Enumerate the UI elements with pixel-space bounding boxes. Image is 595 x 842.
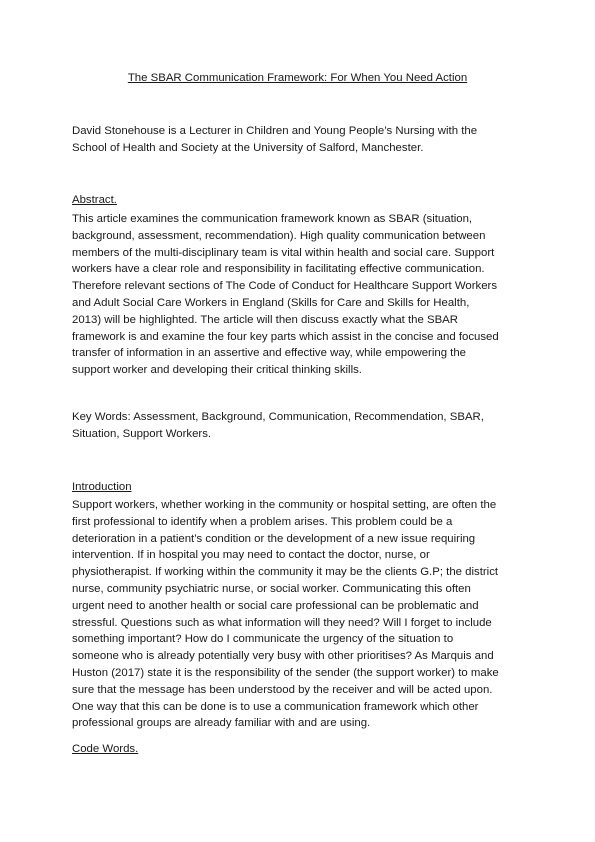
- keywords: [72, 409, 527, 443]
- introduction-line: professional groups are already familiar with and are using.: [72, 717, 371, 730]
- introduction-body: [72, 497, 527, 732]
- introduction-line: physiotherapist. If working within the community it may be the clients G.P; the district: [72, 566, 499, 579]
- abstract-line: 2013) will be highlighted. The article will then discuss exactly what the SBAR: [72, 313, 459, 326]
- keywords-line: Key Words: Assessment, Background, Communication, Recommendation, SBAR,: [72, 411, 484, 423]
- document-title: The SBAR Communication Framework: For When You Need Action: [127, 72, 468, 84]
- code-words-heading: Code Words.: [72, 743, 139, 755]
- author-line: David Stonehouse is a Lecturer in Children and Young People’s Nursing with the: [72, 125, 478, 137]
- introduction-line: nurse, community psychiatric nurse, or social worker. Communicating this often: [72, 582, 471, 595]
- introduction-line: something important? How do I communicate the urgency of the situation to: [72, 633, 454, 646]
- abstract-body: [72, 211, 527, 379]
- abstract-line: support worker and developing their critical thinking skills.: [72, 364, 362, 377]
- author-line: School of Health and Society at the University of Salford, Manchester.: [72, 141, 424, 154]
- introduction-line: someone who is already potentially very busy with other prioritises? As Marquis and: [72, 650, 494, 663]
- introduction-line: sure that the message has been understood by the receiver and will be acted upon.: [72, 683, 493, 696]
- author-affiliation: [72, 123, 527, 157]
- introduction-line: Support workers, whether working in the community or hospital setting, are often the: [72, 499, 497, 511]
- abstract-line: Therefore relevant sections of The Code of Conduct for Healthcare Support Workers: [72, 280, 498, 293]
- abstract-line: workers have a clear role and responsibility in facilitating effective communication.: [72, 263, 485, 276]
- introduction-line: intervention. If in hospital you may need to contact the doctor, nurse, or: [72, 549, 430, 562]
- introduction-line: deterioration in a patient’s condition or the development of a new issue requiring: [72, 532, 476, 545]
- abstract-line: framework is and examine the four key parts which assist in the concise and focused: [72, 330, 499, 343]
- abstract-line: background, assessment, recommendation). High quality communication between: [72, 229, 486, 242]
- introduction-line: urgent need to another health or social care professional can be problematic and: [72, 599, 479, 612]
- abstract-line: transfer of information in an assertive and effective way, while empowering the: [72, 347, 467, 360]
- introduction-line: Huston (2017) state it is the responsibility of the sender (the support worker) to make: [72, 666, 499, 679]
- keywords-line: Situation, Support Workers.: [72, 427, 212, 440]
- abstract-line: and Adult Social Care Workers in England (Skills for Care and Skills for Health,: [72, 296, 470, 309]
- introduction-heading: Introduction: [72, 481, 132, 493]
- introduction-line: first professional to identify when a problem arises. This problem could be a: [72, 515, 453, 528]
- introduction-line: One way that this can be done is to use a communication framework which other: [72, 700, 479, 713]
- abstract-line: This article examines the communication framework known as SBAR (situation,: [72, 213, 473, 225]
- abstract-heading: Abstract.: [72, 194, 117, 206]
- abstract-line: members of the multi-disciplinary team is vital within health and social care. Support: [72, 246, 495, 259]
- introduction-line: stressful. Questions such as what information will they need? Will I forget to include: [72, 616, 492, 629]
